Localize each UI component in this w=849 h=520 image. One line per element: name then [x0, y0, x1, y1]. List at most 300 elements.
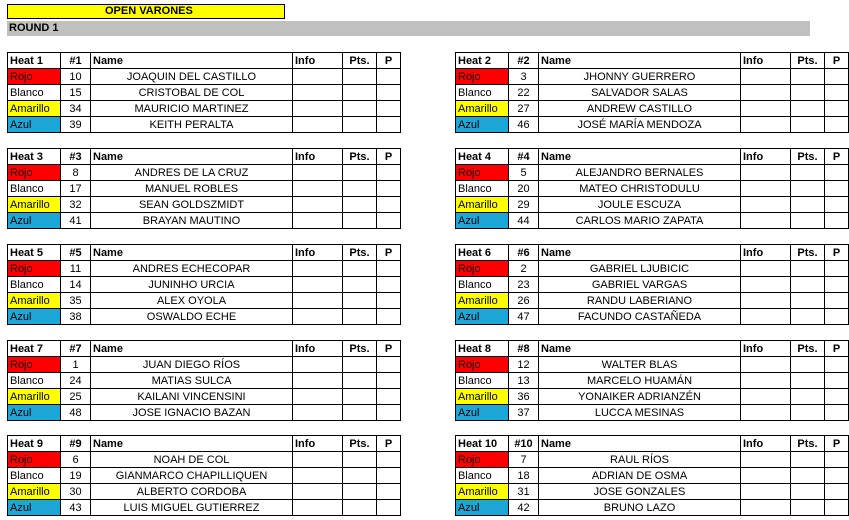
info-cell	[293, 484, 343, 500]
info-cell	[293, 69, 343, 85]
heat-label: Heat 3	[8, 149, 61, 165]
jersey-color-cell: Amarillo	[8, 484, 61, 500]
info-cell	[741, 452, 791, 468]
surfer-name: JOAQUIN DEL CASTILLO	[91, 69, 293, 85]
heat-number: #10	[509, 436, 539, 452]
place-cell	[377, 484, 401, 500]
info-cell	[293, 261, 343, 277]
table-row	[8, 293, 401, 309]
heat-table	[455, 52, 849, 133]
info-cell	[741, 261, 791, 277]
surfer-number: 29	[509, 197, 539, 213]
column-header-info: Info	[293, 245, 343, 261]
heat-label: Heat 9	[8, 436, 61, 452]
heat-label: Heat 8	[456, 341, 509, 357]
points-cell	[791, 85, 825, 101]
column-header-info: Info	[741, 436, 791, 452]
surfer-number: 31	[509, 484, 539, 500]
place-cell	[825, 484, 849, 500]
surfer-number: 34	[61, 101, 91, 117]
surfer-number: 13	[509, 373, 539, 389]
surfer-name: ANDRES ECHECOPAR	[91, 261, 293, 277]
place-cell	[825, 357, 849, 373]
surfer-name: ADRIAN DE OSMA	[539, 468, 741, 484]
surfer-name: JOSE GONZALES	[539, 484, 741, 500]
surfer-number: 15	[61, 85, 91, 101]
heat-table	[7, 435, 401, 516]
jersey-color-cell: Amarillo	[456, 101, 509, 117]
surfer-number: 43	[61, 500, 91, 516]
table-row	[8, 484, 401, 500]
points-cell	[343, 181, 377, 197]
jersey-color-cell: Rojo	[456, 261, 509, 277]
surfer-number: 36	[509, 389, 539, 405]
column-header-info: Info	[293, 53, 343, 69]
surfer-name: CARLOS MARIO ZAPATA	[539, 213, 741, 229]
points-cell	[343, 101, 377, 117]
surfer-name: GABRIEL LJUBICIC	[539, 261, 741, 277]
surfer-number: 44	[509, 213, 539, 229]
surfer-number: 26	[509, 293, 539, 309]
info-cell	[741, 373, 791, 389]
place-cell	[825, 277, 849, 293]
info-cell	[741, 181, 791, 197]
points-cell	[791, 277, 825, 293]
column-header-name: Name	[539, 53, 741, 69]
surfer-number: 35	[61, 293, 91, 309]
surfer-number: 39	[61, 117, 91, 133]
points-cell	[791, 181, 825, 197]
points-cell	[343, 85, 377, 101]
points-cell	[343, 213, 377, 229]
table-row	[456, 309, 849, 325]
surfer-name: ANDRES DE LA CRUZ	[91, 165, 293, 181]
info-cell	[293, 277, 343, 293]
surfer-number: 8	[61, 165, 91, 181]
surfer-number: 7	[509, 452, 539, 468]
heat-table	[7, 244, 401, 325]
info-cell	[741, 357, 791, 373]
heat-table	[455, 340, 849, 421]
heat-number: #5	[61, 245, 91, 261]
heat-header-row	[456, 53, 849, 69]
place-cell	[825, 389, 849, 405]
heat-header-row	[8, 53, 401, 69]
surfer-number: 5	[509, 165, 539, 181]
heat-number: #7	[61, 341, 91, 357]
table-row	[8, 373, 401, 389]
info-cell	[293, 165, 343, 181]
points-cell	[791, 484, 825, 500]
points-cell	[343, 452, 377, 468]
table-row	[456, 389, 849, 405]
place-cell	[377, 389, 401, 405]
column-header-pts: Pts.	[343, 341, 377, 357]
heat-header-row	[456, 149, 849, 165]
table-row	[456, 213, 849, 229]
info-cell	[741, 69, 791, 85]
page-title: OPEN VARONES	[7, 4, 285, 19]
column-header-name: Name	[539, 436, 741, 452]
surfer-number: 38	[61, 309, 91, 325]
points-cell	[791, 357, 825, 373]
round-label: ROUND 1	[7, 21, 810, 36]
heat-number: #9	[61, 436, 91, 452]
surfer-name: MATEO CHRISTODULU	[539, 181, 741, 197]
surfer-name: MANUEL ROBLES	[91, 181, 293, 197]
info-cell	[293, 468, 343, 484]
column-header-p: P	[825, 436, 849, 452]
jersey-color-cell: Blanco	[8, 85, 61, 101]
jersey-color-cell: Rojo	[8, 69, 61, 85]
column-header-name: Name	[91, 245, 293, 261]
heat-label: Heat 4	[456, 149, 509, 165]
surfer-name: BRUNO LAZO	[539, 500, 741, 516]
jersey-color-cell: Blanco	[8, 181, 61, 197]
surfer-name: JOSÉ MARÍA MENDOZA	[539, 117, 741, 133]
jersey-color-cell: Amarillo	[8, 293, 61, 309]
column-header-name: Name	[91, 436, 293, 452]
info-cell	[741, 213, 791, 229]
surfer-name: GIANMARCO CHAPILLIQUEN	[91, 468, 293, 484]
info-cell	[741, 277, 791, 293]
jersey-color-cell: Blanco	[8, 468, 61, 484]
info-cell	[293, 117, 343, 133]
surfer-number: 37	[509, 405, 539, 421]
table-row	[456, 261, 849, 277]
table-row	[456, 484, 849, 500]
table-row	[456, 373, 849, 389]
info-cell	[741, 165, 791, 181]
table-row	[456, 165, 849, 181]
jersey-color-cell: Azul	[8, 500, 61, 516]
table-row	[8, 405, 401, 421]
surfer-number: 6	[61, 452, 91, 468]
place-cell	[825, 452, 849, 468]
table-row	[456, 293, 849, 309]
column-header-name: Name	[539, 341, 741, 357]
table-row	[456, 468, 849, 484]
heat-label: Heat 6	[456, 245, 509, 261]
points-cell	[343, 261, 377, 277]
jersey-color-cell: Azul	[456, 117, 509, 133]
info-cell	[741, 85, 791, 101]
column-header-name: Name	[91, 149, 293, 165]
surfer-name: SEAN GOLDSZMIDT	[91, 197, 293, 213]
jersey-color-cell: Rojo	[8, 165, 61, 181]
info-cell	[741, 468, 791, 484]
place-cell	[825, 181, 849, 197]
column-header-name: Name	[91, 53, 293, 69]
points-cell	[791, 165, 825, 181]
surfer-number: 30	[61, 484, 91, 500]
points-cell	[343, 165, 377, 181]
place-cell	[377, 373, 401, 389]
heat-table	[7, 52, 401, 133]
points-cell	[791, 309, 825, 325]
column-header-p: P	[825, 341, 849, 357]
points-cell	[791, 117, 825, 133]
table-row	[8, 452, 401, 468]
table-row	[8, 277, 401, 293]
info-cell	[293, 181, 343, 197]
points-cell	[791, 261, 825, 277]
table-row	[456, 452, 849, 468]
surfer-name: FACUNDO CASTAÑEDA	[539, 309, 741, 325]
surfer-number: 18	[509, 468, 539, 484]
surfer-name: RAUL RÍOS	[539, 452, 741, 468]
surfer-name: SALVADOR SALAS	[539, 85, 741, 101]
surfer-name: ANDREW CASTILLO	[539, 101, 741, 117]
points-cell	[791, 468, 825, 484]
table-row	[456, 181, 849, 197]
table-row	[456, 101, 849, 117]
heat-table	[455, 148, 849, 229]
jersey-color-cell: Amarillo	[456, 389, 509, 405]
info-cell	[293, 293, 343, 309]
column-header-pts: Pts.	[343, 245, 377, 261]
heat-table	[7, 148, 401, 229]
jersey-color-cell: Blanco	[456, 373, 509, 389]
place-cell	[377, 85, 401, 101]
surfer-name: JUNINHO URCIA	[91, 277, 293, 293]
column-header-pts: Pts.	[343, 53, 377, 69]
surfer-number: 48	[61, 405, 91, 421]
heat-number: #2	[509, 53, 539, 69]
place-cell	[377, 405, 401, 421]
column-header-pts: Pts.	[343, 149, 377, 165]
table-row	[8, 181, 401, 197]
heat-number: #1	[61, 53, 91, 69]
heat-header-row	[8, 149, 401, 165]
table-row	[456, 500, 849, 516]
jersey-color-cell: Rojo	[8, 261, 61, 277]
points-cell	[343, 500, 377, 516]
place-cell	[377, 357, 401, 373]
info-cell	[741, 101, 791, 117]
heat-table	[455, 244, 849, 325]
surfer-number: 10	[61, 69, 91, 85]
points-cell	[343, 389, 377, 405]
points-cell	[343, 309, 377, 325]
surfer-number: 11	[61, 261, 91, 277]
heat-number: #6	[509, 245, 539, 261]
column-header-p: P	[377, 149, 401, 165]
points-cell	[791, 405, 825, 421]
table-row	[456, 197, 849, 213]
points-cell	[343, 277, 377, 293]
info-cell	[741, 309, 791, 325]
place-cell	[825, 213, 849, 229]
surfer-number: 32	[61, 197, 91, 213]
table-row	[8, 85, 401, 101]
place-cell	[825, 373, 849, 389]
column-header-info: Info	[741, 53, 791, 69]
jersey-color-cell: Blanco	[456, 468, 509, 484]
jersey-color-cell: Blanco	[8, 373, 61, 389]
points-cell	[343, 117, 377, 133]
table-row	[8, 117, 401, 133]
surfer-number: 17	[61, 181, 91, 197]
heat-header-row	[456, 341, 849, 357]
jersey-color-cell: Blanco	[456, 181, 509, 197]
surfer-number: 47	[509, 309, 539, 325]
heat-label: Heat 2	[456, 53, 509, 69]
surfer-name: CRISTOBAL DE COL	[91, 85, 293, 101]
surfer-name: NOAH DE COL	[91, 452, 293, 468]
surfer-number: 22	[509, 85, 539, 101]
heat-header-row	[456, 245, 849, 261]
place-cell	[377, 101, 401, 117]
column-header-p: P	[825, 245, 849, 261]
table-row	[8, 197, 401, 213]
surfer-name: JUAN DIEGO RÍOS	[91, 357, 293, 373]
surfer-number: 46	[509, 117, 539, 133]
info-cell	[293, 389, 343, 405]
place-cell	[377, 293, 401, 309]
surfer-name: RANDU LABERIANO	[539, 293, 741, 309]
jersey-color-cell: Rojo	[456, 452, 509, 468]
place-cell	[377, 165, 401, 181]
points-cell	[343, 405, 377, 421]
place-cell	[825, 85, 849, 101]
info-cell	[293, 101, 343, 117]
heat-label: Heat 5	[8, 245, 61, 261]
place-cell	[825, 117, 849, 133]
jersey-color-cell: Amarillo	[456, 197, 509, 213]
heat-header-row	[8, 341, 401, 357]
surfer-number: 23	[509, 277, 539, 293]
info-cell	[293, 373, 343, 389]
points-cell	[343, 293, 377, 309]
jersey-color-cell: Rojo	[456, 357, 509, 373]
surfer-name: GABRIEL VARGAS	[539, 277, 741, 293]
points-cell	[343, 197, 377, 213]
place-cell	[825, 261, 849, 277]
surfer-number: 42	[509, 500, 539, 516]
column-header-info: Info	[741, 149, 791, 165]
jersey-color-cell: Amarillo	[456, 293, 509, 309]
heat-table	[455, 435, 849, 516]
place-cell	[377, 117, 401, 133]
jersey-color-cell: Blanco	[456, 277, 509, 293]
points-cell	[791, 101, 825, 117]
place-cell	[377, 452, 401, 468]
info-cell	[293, 405, 343, 421]
info-cell	[741, 293, 791, 309]
table-row	[456, 69, 849, 85]
place-cell	[825, 165, 849, 181]
surfer-number: 27	[509, 101, 539, 117]
place-cell	[825, 309, 849, 325]
column-header-p: P	[377, 436, 401, 452]
place-cell	[825, 197, 849, 213]
points-cell	[791, 69, 825, 85]
surfer-name: LUCCA MESINAS	[539, 405, 741, 421]
surfer-name: JHONNY GUERRERO	[539, 69, 741, 85]
points-cell	[791, 500, 825, 516]
column-header-pts: Pts.	[343, 436, 377, 452]
surfer-number: 24	[61, 373, 91, 389]
column-header-p: P	[825, 53, 849, 69]
column-header-info: Info	[293, 341, 343, 357]
table-row	[8, 69, 401, 85]
place-cell	[377, 309, 401, 325]
surfer-name: JOULE ESCUZA	[539, 197, 741, 213]
column-header-info: Info	[741, 341, 791, 357]
column-header-pts: Pts.	[791, 149, 825, 165]
heat-table	[7, 340, 401, 421]
points-cell	[343, 69, 377, 85]
column-header-name: Name	[539, 245, 741, 261]
column-header-p: P	[377, 245, 401, 261]
surfer-name: YONAIKER ADRIANZÉN	[539, 389, 741, 405]
table-row	[456, 357, 849, 373]
heat-number: #4	[509, 149, 539, 165]
points-cell	[791, 373, 825, 389]
surfer-name: ALEX OYOLA	[91, 293, 293, 309]
surfer-number: 25	[61, 389, 91, 405]
info-cell	[741, 197, 791, 213]
heat-header-row	[8, 245, 401, 261]
column-header-info: Info	[293, 149, 343, 165]
place-cell	[377, 213, 401, 229]
place-cell	[825, 405, 849, 421]
points-cell	[343, 484, 377, 500]
jersey-color-cell: Azul	[456, 500, 509, 516]
table-row	[456, 277, 849, 293]
jersey-color-cell: Blanco	[456, 85, 509, 101]
surfer-number: 3	[509, 69, 539, 85]
column-header-info: Info	[741, 245, 791, 261]
surfer-name: MATIAS SULCA	[91, 373, 293, 389]
place-cell	[825, 500, 849, 516]
jersey-color-cell: Amarillo	[8, 101, 61, 117]
jersey-color-cell: Rojo	[456, 165, 509, 181]
surfer-name: MARCELO HUAMÁN	[539, 373, 741, 389]
info-cell	[293, 197, 343, 213]
jersey-color-cell: Azul	[8, 405, 61, 421]
table-row	[8, 500, 401, 516]
info-cell	[741, 405, 791, 421]
jersey-color-cell: Rojo	[8, 452, 61, 468]
heat-number: #3	[61, 149, 91, 165]
surfer-number: 41	[61, 213, 91, 229]
surfer-name: ALEJANDRO BERNALES	[539, 165, 741, 181]
place-cell	[825, 69, 849, 85]
column-header-pts: Pts.	[791, 245, 825, 261]
column-header-p: P	[377, 341, 401, 357]
table-row	[8, 309, 401, 325]
points-cell	[343, 357, 377, 373]
info-cell	[293, 357, 343, 373]
place-cell	[377, 197, 401, 213]
info-cell	[741, 484, 791, 500]
surfer-name: ALBERTO CORDOBA	[91, 484, 293, 500]
surfer-name: LUIS MIGUEL GUTIERREZ	[91, 500, 293, 516]
column-header-pts: Pts.	[791, 341, 825, 357]
info-cell	[741, 389, 791, 405]
column-header-pts: Pts.	[791, 53, 825, 69]
place-cell	[377, 500, 401, 516]
table-row	[8, 165, 401, 181]
surfer-name: WALTER BLAS	[539, 357, 741, 373]
surfer-name: BRAYAN MAUTINO	[91, 213, 293, 229]
place-cell	[377, 277, 401, 293]
info-cell	[293, 309, 343, 325]
points-cell	[791, 293, 825, 309]
table-row	[8, 213, 401, 229]
